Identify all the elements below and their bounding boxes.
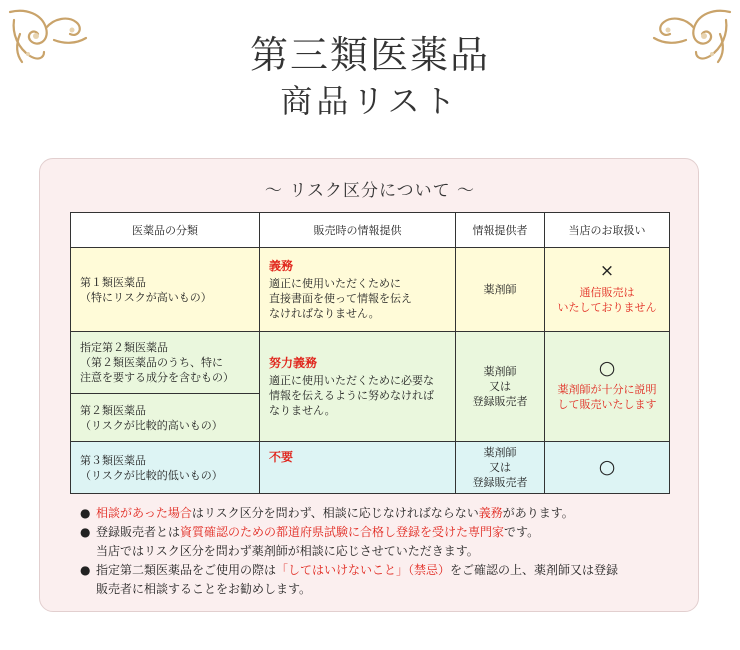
duty-label: 不要 bbox=[269, 450, 294, 464]
bullet-icon: ● bbox=[80, 525, 91, 539]
note-item: ● 相談があった場合はリスク区分を問わず、相談に応じなければならない義務があります。 bbox=[80, 504, 680, 523]
provider-cell: 薬剤師 bbox=[456, 248, 545, 332]
table-header-row bbox=[71, 213, 670, 248]
table-row-class1 bbox=[71, 248, 670, 332]
header-category: 医薬品の分類 bbox=[71, 213, 260, 248]
handling-cell bbox=[545, 442, 670, 494]
info-cell bbox=[260, 442, 456, 494]
circle-icon: ○ bbox=[598, 357, 616, 379]
notes-list bbox=[80, 504, 680, 599]
header-handling: 当店のお取扱い bbox=[545, 213, 670, 248]
provider-cell: 薬剤師 又は 登録販売者 bbox=[456, 442, 545, 494]
info-cell: 努力義務 適正に使用いただくために必要な 情報を伝えるように努めなければ なりません。 bbox=[260, 332, 456, 442]
category-cell: 指定第２類医薬品 （第２類医薬品のうち、特に 注意を要する成分を含むもの） bbox=[71, 332, 260, 394]
table-row-class2-designated bbox=[71, 332, 670, 394]
duty-label: 努力義務 bbox=[269, 355, 318, 370]
provider-cell: 薬剤師 又は 登録販売者 bbox=[456, 332, 545, 442]
cross-icon: × bbox=[599, 261, 615, 281]
page-title: 第三類医薬品 bbox=[249, 33, 490, 77]
duty-label: 義務 bbox=[269, 258, 294, 273]
bullet-icon: ● bbox=[80, 563, 91, 577]
bullet-icon: ● bbox=[80, 506, 91, 520]
circle-icon: ○ bbox=[598, 456, 616, 478]
header-provider: 情報提供者 bbox=[456, 213, 545, 248]
handling-cell: × 通信販売は いたしておりません bbox=[545, 248, 670, 332]
header-info: 販売時の情報提供 bbox=[260, 213, 456, 248]
category-cell: 第３類医薬品 （リスクが比較的低いもの） bbox=[71, 442, 260, 494]
table-row-class3 bbox=[71, 442, 670, 494]
info-cell: 義務 適正に使用いただくために 直接書面を使って情報を伝え なければなりません。 bbox=[260, 248, 456, 332]
category-cell: 第１類医薬品 （特にリスクが高いもの） bbox=[71, 248, 260, 332]
note-item: ● 登録販売者とは資質確認のための都道府県試験に合格し登録を受けた専門家です。 当店ではリスク区分を問わず薬剤師が相談に応じさせていただきます。 bbox=[80, 525, 540, 558]
panel-title: 〜 リスク区分について 〜 bbox=[264, 181, 476, 201]
handling-cell: ○ 薬剤師が十分に説明 して販売いたします bbox=[545, 332, 670, 442]
page-subtitle: 商品リスト bbox=[280, 82, 460, 120]
category-cell: 第２類医薬品 （リスクが比較的高いもの） bbox=[71, 394, 260, 442]
risk-classification-table bbox=[70, 212, 670, 494]
note-item: ● 指定第二類医薬品をご使用の際は「してはいけないこと」（禁忌）をご確認の上、薬剤師又は登録 販売者に相談することをお勧めします。 bbox=[80, 563, 619, 596]
